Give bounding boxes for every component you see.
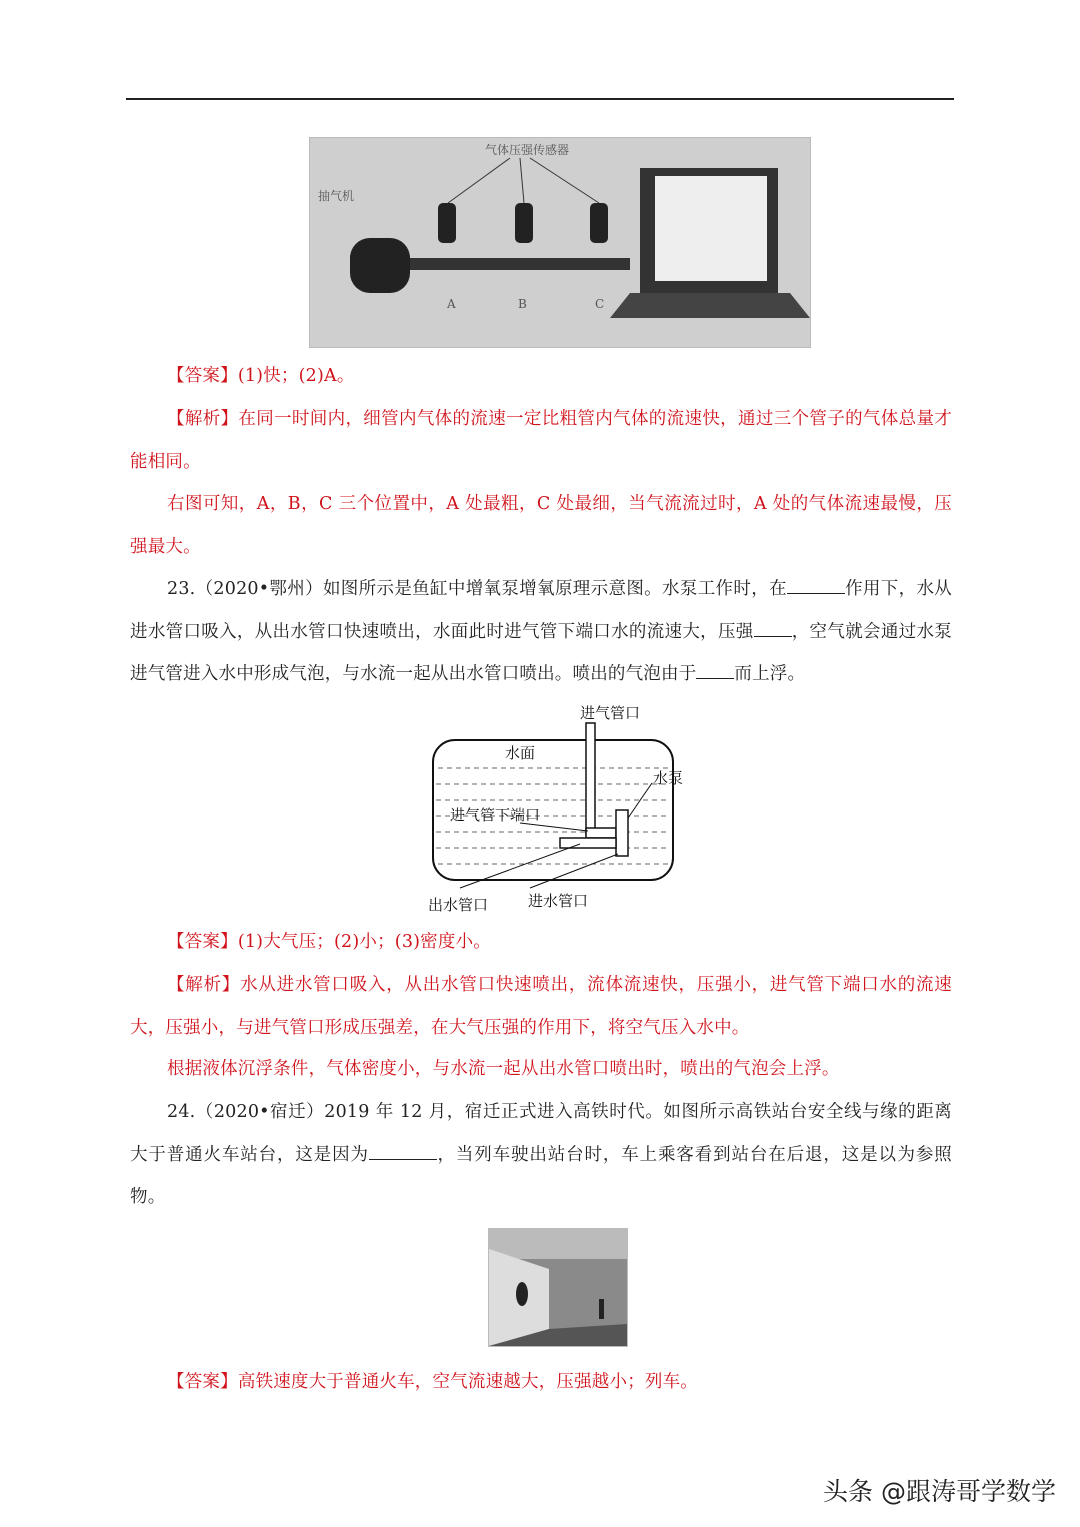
q23-analysis-2: 根据液体沉浮条件，气体密度小，与水流一起从出水管口喷出时，喷出的气泡会上浮。	[167, 1059, 840, 1079]
answer-text: (1)快；(2)A。	[237, 366, 355, 386]
question-text: 为参照物。	[130, 1144, 952, 1207]
q23-analysis-1	[130, 964, 952, 1049]
pressure-sensor-photo	[309, 137, 811, 348]
answer-tag: 【答案】	[167, 932, 238, 952]
q22-answer	[130, 355, 952, 398]
answer-blank	[696, 659, 734, 679]
analysis-tag: 【解析】	[167, 975, 241, 995]
aquarium-pump-diagram	[420, 698, 700, 920]
answer-tag: 【答案】	[167, 1372, 238, 1392]
answer-tag: 【答案】	[167, 366, 238, 386]
question-text: 作用下，水从进水管口吸入，从出水管口快速喷出，水面此时进气管下端口水的流速大，压强	[130, 579, 952, 642]
answer-blank	[787, 574, 845, 594]
q23-question	[130, 568, 952, 696]
question-text: 23.（2020•鄂州）如图所示是鱼缸中增氧泵增氧原理示意图。水泵工作时，在	[167, 579, 787, 599]
water-inlet-label: 进水管口	[528, 892, 589, 910]
answer-text: (1)大气压；(2)小；(3)密度小。	[237, 932, 491, 952]
q22-analysis-2: 右图可知，A，B，C 三个位置中，A 处最粗，C 处最细，当气流流过时，A 处的气体流速最慢，压强最大。	[130, 494, 952, 557]
question-text: ，空气就会通过水泵进气管进入水中形成气泡，与水流一起从出水管口喷出。喷出的气泡由于	[130, 621, 952, 684]
question-text: 24.（2020•宿迁）2019 年 12 月，宿迁正式进入高铁时代。如图所示高铁站台安全线与缘的距离大于普通火车站台，这是因为	[130, 1102, 952, 1165]
pump-label: 水泵	[653, 769, 684, 787]
q22-analysis-1	[130, 398, 952, 483]
label-b: B	[518, 297, 527, 311]
q24-question	[130, 1091, 952, 1219]
train-platform-illustration	[489, 1229, 627, 1346]
water-outlet-label: 出水管口	[428, 896, 489, 914]
q23-answer	[130, 921, 952, 964]
answer-blank	[754, 616, 792, 636]
analysis-text: 在同一时间内，细管内气体的流速一定比粗管内气体的流速快，通过三个管子的气体总量才能相同。	[130, 409, 952, 472]
question-text: ，当列车驶出站台时，车上乘客看到站台在后退，这是以	[436, 1144, 897, 1165]
q24-answer	[130, 1361, 952, 1404]
sensor-label: 气体压强传感器	[485, 143, 570, 157]
label-a: A	[447, 297, 456, 311]
high-speed-rail-photo	[488, 1228, 628, 1347]
pressure-sensor-illustration	[310, 138, 810, 347]
answer-blank	[369, 1139, 437, 1159]
question-text: 而上浮。	[734, 664, 806, 684]
analysis-tag: 【解析】	[167, 409, 239, 429]
answer-text: 高铁速度大于普通火车，空气流速越大，压强越小；列车。	[237, 1372, 699, 1392]
analysis-text: 水从进水管口吸入，从出水管口快速喷出，流体流速快，压强小，进气管下端口水的流速大，压强小，与进气管口形成压强差，在大气压强的作用下，将空气压入水中。	[130, 975, 952, 1038]
pump-label: 抽气机	[318, 189, 355, 203]
header-rule	[126, 98, 954, 100]
air-lower-end-label: 进气管下端口	[450, 806, 541, 824]
air-inlet-label: 进气管口	[580, 704, 641, 722]
water-surface-label: 水面	[505, 744, 536, 762]
label-c: C	[595, 297, 605, 311]
watermark: 头条 @跟涛哥学数学	[823, 1477, 1056, 1506]
